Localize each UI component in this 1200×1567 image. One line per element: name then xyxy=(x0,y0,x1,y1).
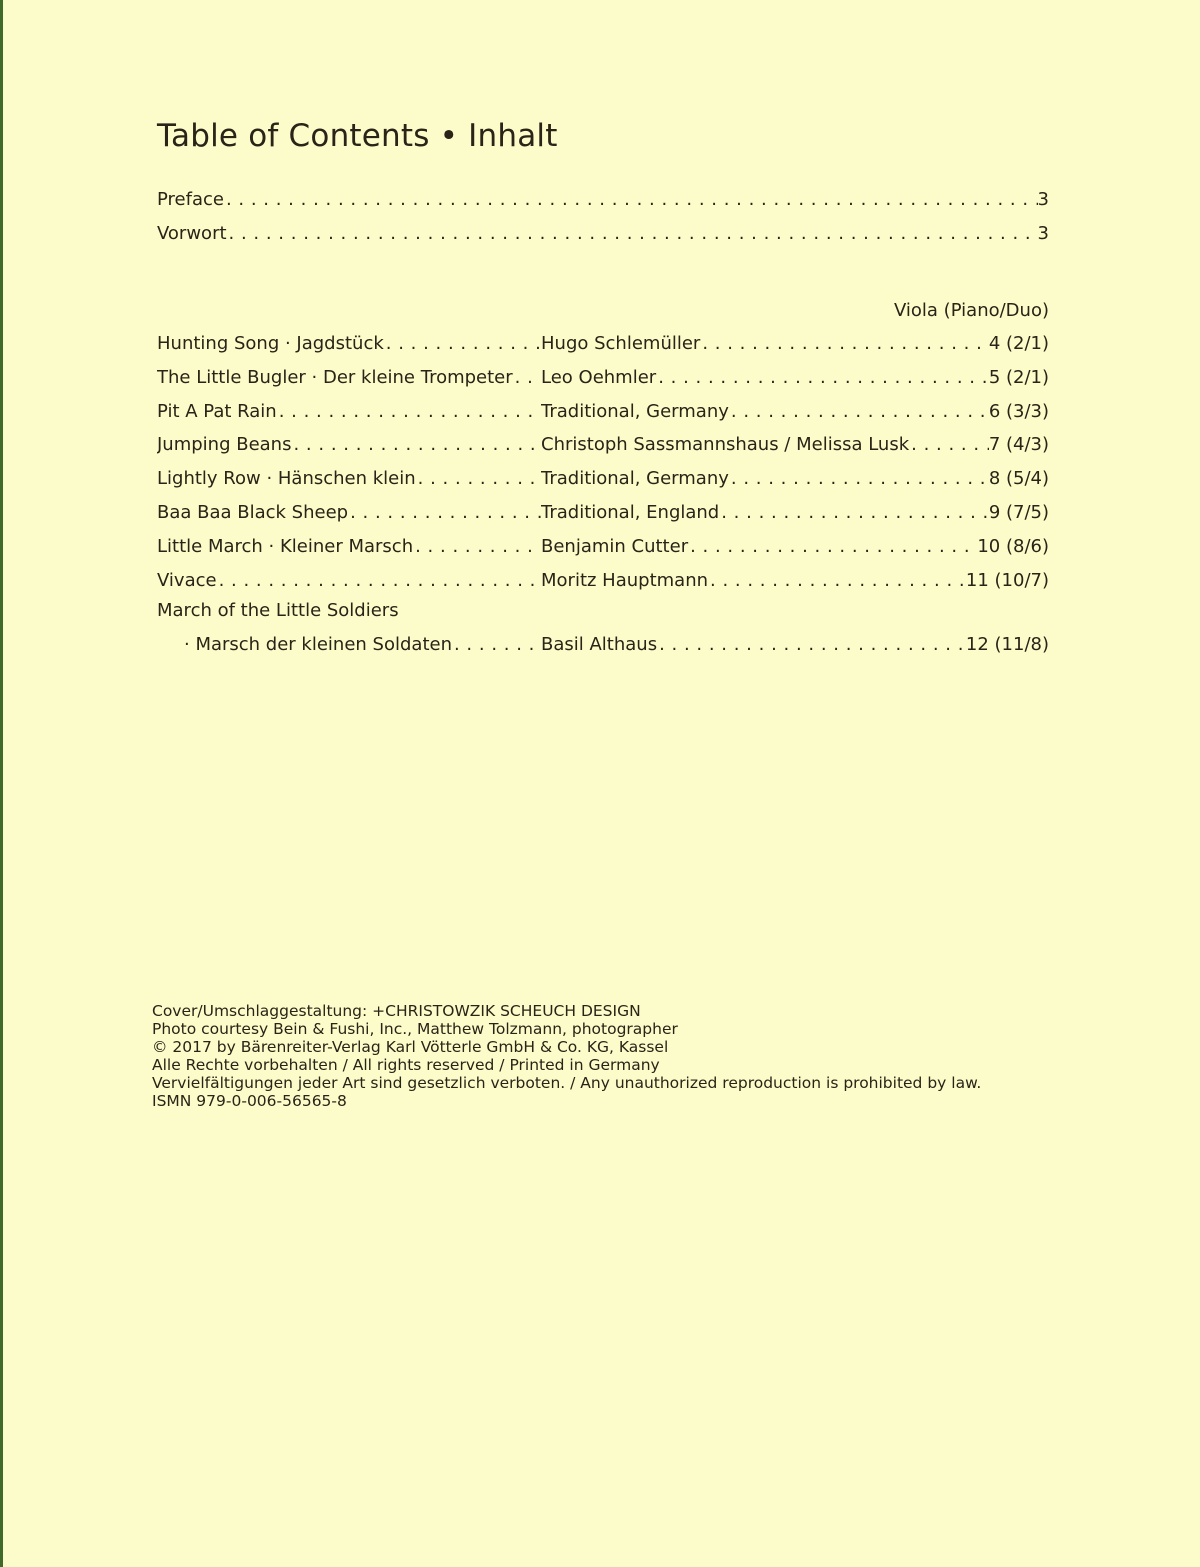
entry-title: Vivace xyxy=(157,569,217,591)
dot-leader xyxy=(719,500,989,526)
dot-leader xyxy=(413,534,541,560)
column-header: Viola (Piano/Duo) xyxy=(894,300,1049,321)
dot-leader xyxy=(708,568,966,594)
dot-leader xyxy=(224,187,1038,213)
dot-leader xyxy=(452,632,541,658)
dot-leader xyxy=(729,466,989,492)
page-edge xyxy=(0,0,3,1567)
entry-page: 10 (8/6) xyxy=(977,535,1049,557)
imprint-line: Cover/Umschlaggestaltung: +CHRISTOWZIK SCHEUCH DESIGN xyxy=(152,1002,641,1020)
entry-title: Jumping Beans xyxy=(157,434,292,456)
entry-page: 7 (4/3) xyxy=(988,434,1049,456)
entry-page: 5 (2/1) xyxy=(988,366,1049,388)
entry-page: 8 (5/4) xyxy=(988,468,1049,490)
entry-composer: Benjamin Cutter xyxy=(541,535,689,557)
entry-title: Hunting Song · Jagdstück xyxy=(157,333,384,354)
dot-leader xyxy=(217,568,541,594)
entry-composer: Christoph Sassmannshaus / Melissa Lusk xyxy=(541,434,910,456)
toc-entry xyxy=(157,365,1049,391)
toc-vorwort xyxy=(157,221,1049,247)
toc-entry xyxy=(157,466,1049,492)
dot-leader xyxy=(416,466,541,492)
toc-entry xyxy=(157,331,1049,357)
imprint-line: Vervielfältigungen jeder Art sind gesetzlich verboten. / Any unauthorized reproduction is prohibited by law. xyxy=(152,1074,982,1092)
entry-page: 3 xyxy=(1037,223,1049,244)
entry-page: 12 (11/8) xyxy=(965,634,1049,655)
page-title: Table of Contents • Inhalt xyxy=(157,118,558,154)
toc-entry xyxy=(157,432,1049,458)
entry-page: 11 (10/7) xyxy=(965,569,1049,591)
dot-leader xyxy=(291,432,541,458)
dot-leader xyxy=(227,221,1038,247)
entry-title: Preface xyxy=(157,189,224,210)
imprint-line: ISMN 979-0-006-56565-8 xyxy=(152,1092,347,1110)
toc-entry xyxy=(157,632,1049,658)
entry-composer: Hugo Schlemüller xyxy=(541,333,701,354)
entry-composer: Moritz Hauptmann xyxy=(541,569,709,591)
toc-entry xyxy=(157,568,1049,594)
entry-composer: Traditional, Germany xyxy=(541,400,729,422)
dot-leader xyxy=(277,399,541,425)
entry-composer: Traditional, England xyxy=(541,502,720,523)
dot-leader xyxy=(909,432,989,458)
dot-leader xyxy=(348,500,541,526)
toc-preface xyxy=(157,187,1049,213)
dot-leader xyxy=(657,632,966,658)
entry-page: 9 (7/5) xyxy=(988,502,1049,523)
dot-leader xyxy=(513,365,541,391)
entry-title: Baa Baa Black Sheep xyxy=(157,502,349,523)
entry-composer: Basil Althaus xyxy=(541,634,658,655)
toc-entry xyxy=(157,399,1049,425)
dot-leader xyxy=(656,365,989,391)
dot-leader xyxy=(700,331,988,357)
entry-page: 4 (2/1) xyxy=(988,333,1049,354)
entry-title: Lightly Row · Hänschen klein xyxy=(157,468,416,490)
toc-entry xyxy=(157,534,1049,560)
entry-page: 3 xyxy=(1037,189,1049,210)
entry-page: 6 (3/3) xyxy=(988,400,1049,422)
entry-title: · Marsch der kleinen Soldaten xyxy=(184,634,452,655)
entry-composer: Traditional, Germany xyxy=(541,468,729,490)
entry-title: The Little Bugler · Der kleine Trompeter xyxy=(157,366,513,388)
imprint xyxy=(152,1002,981,1110)
dot-leader xyxy=(384,331,541,357)
dot-leader xyxy=(688,534,977,560)
toc-entry xyxy=(157,500,1049,526)
entry-title: Vorwort xyxy=(157,223,227,244)
imprint-line: Photo courtesy Bein & Fushi, Inc., Matthew Tolzmann, photographer xyxy=(152,1020,678,1038)
imprint-line: © 2017 by Bärenreiter-Verlag Karl Vötterle GmbH & Co. KG, Kassel xyxy=(152,1038,669,1056)
imprint-line: Alle Rechte vorbehalten / All rights reserved / Printed in Germany xyxy=(152,1056,660,1074)
entry-title: March of the Little Soldiers xyxy=(157,600,399,621)
dot-leader xyxy=(729,399,989,425)
entry-title: Little March · Kleiner Marsch xyxy=(157,535,414,557)
toc-entry xyxy=(157,598,1049,624)
entry-title: Pit A Pat Rain xyxy=(157,400,277,422)
entry-composer: Leo Oehmler xyxy=(541,366,657,388)
